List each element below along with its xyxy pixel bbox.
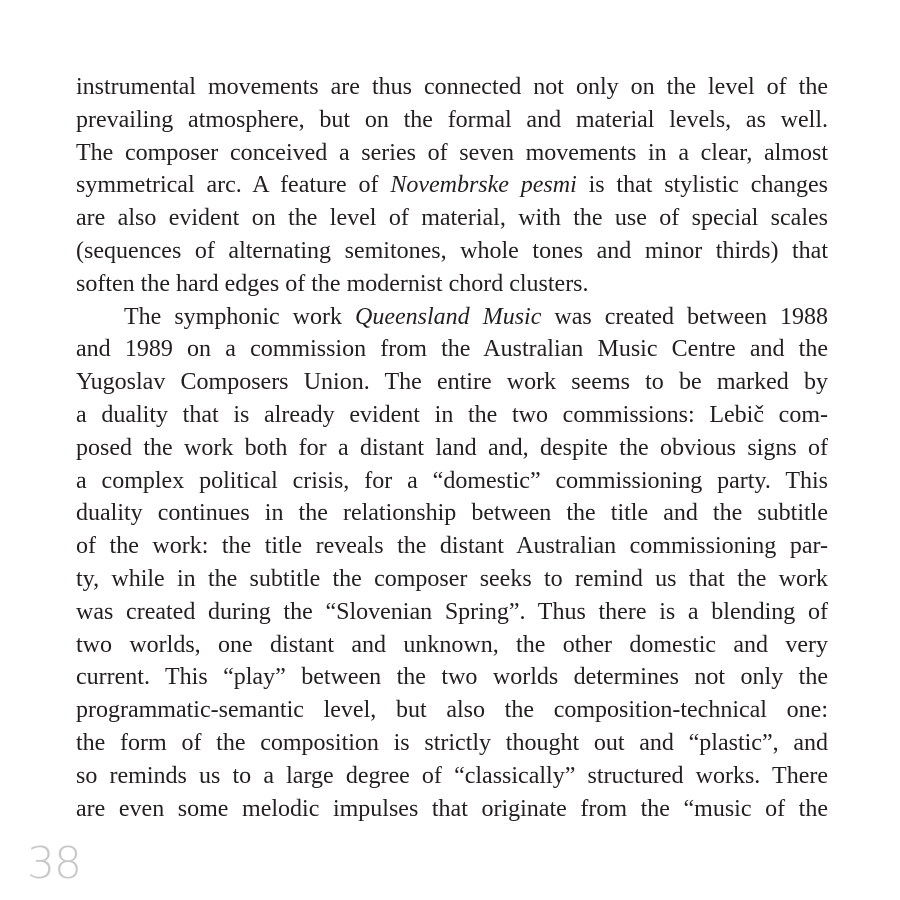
text-line: two worlds, one distant and unknown, the other domestic and very	[76, 631, 828, 658]
text-line: The composer conceived a series of seven movements in a clear, almost	[76, 139, 828, 166]
text-line: soften the hard edges of the modernist chord clusters.	[76, 270, 589, 297]
text-line: prevailing atmosphere, but on the formal and material levels, as well.	[76, 106, 828, 133]
text-line: duality continues in the relationship between the title and the subtitle	[76, 500, 828, 527]
text-line: (sequences of alternating semitones, whole tones and minor thirds) that	[76, 237, 828, 264]
body-text	[76, 71, 828, 825]
page-number: 38	[27, 838, 81, 889]
text-line: the form of the composition is strictly thought out and “plastic”, and	[76, 729, 828, 756]
work-title-queensland-music: Queensland Music	[355, 303, 542, 330]
work-title-novembrske-pesmi: Novembrske pesmi	[390, 172, 577, 199]
text-line: The symphonic work Queensland Music was created between 1988	[124, 303, 828, 330]
text-line: so reminds us to a large degree of “classically” structured works. There	[76, 762, 828, 789]
text-line: and 1989 on a commission from the Australian Music Centre and the	[76, 336, 828, 363]
text-line: of the work: the title reveals the distant Australian commissioning par-	[76, 533, 828, 560]
text-line: a complex political crisis, for a “domestic” commissioning party. This	[76, 467, 828, 494]
text-line: symmetrical arc. A feature of Novembrske pesmi is that stylistic changes	[76, 172, 829, 199]
text-line: posed the work both for a distant land and, despite the obvious signs of	[76, 434, 828, 461]
text-line: ty, while in the subtitle the composer seeks to remind us that the work	[76, 565, 828, 592]
text-line: Yugoslav Composers Union. The entire work seems to be marked by	[76, 369, 828, 396]
text-line: was created during the “Slovenian Spring”. Thus there is a blending of	[76, 598, 828, 625]
text-line: are even some melodic impulses that originate from the “music of the	[76, 795, 828, 822]
text-line: are also evident on the level of material, with the use of special scales	[76, 205, 828, 232]
text-line: instrumental movements are thus connected not only on the level of the	[76, 74, 828, 100]
text-line: a duality that is already evident in the two commissions: Lebič com-	[76, 401, 828, 428]
text-line: current. This “play” between the two worlds determines not only the	[76, 664, 828, 691]
text-line: programmatic-semantic level, but also the composition-technical one:	[76, 697, 828, 724]
